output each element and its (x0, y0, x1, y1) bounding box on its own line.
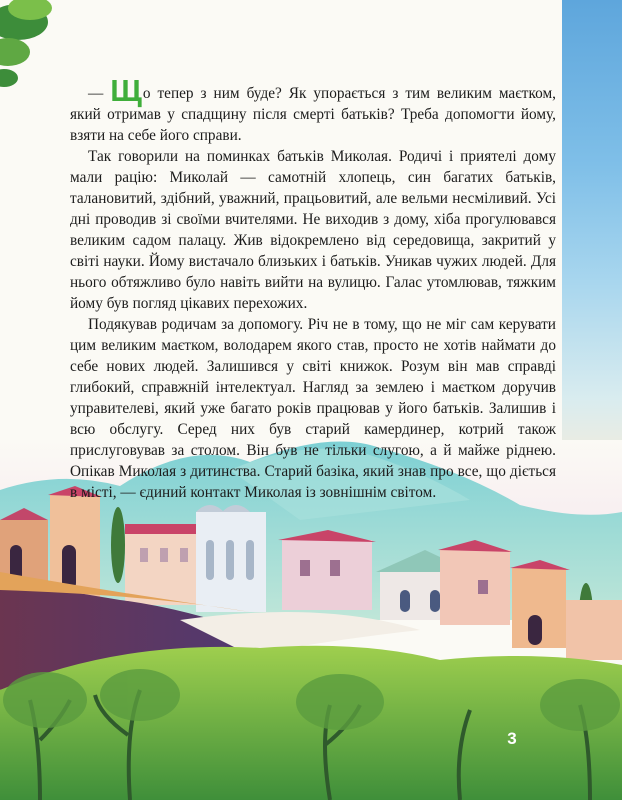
page-number: 3 (507, 729, 517, 748)
paragraph-1-text: о тепер з ним буде? Як упорається з тим великим маєтком, який отримав у спадщину після смерті батьків? Треба допомогти йому, взяти на себе його справи. (70, 85, 556, 144)
story-text (70, 73, 556, 503)
paragraph-1 (70, 73, 556, 146)
dropcap-letter: Щ (110, 73, 142, 108)
paragraph-2: Так говорили на поминках батьків Миколая. Родичі і приятелі дому мали рацію: Миколай — самотній хлопець, син багатих батьків, талановитий, здібний, уважний, працьовитий, але вельми несміливий. Усі дні проводив зі своїми вчителями. Не виходив з дому, хіба прогулювався великим садом палацу. Жив відокремлено від середовища, закритий у світі науки. Йому вистачало близьких і батьків. Уникав чужих людей. Для нього обтяжливо було навіть вийти на вулицю. Галас утомлював, тяжким йому був погляд цікавих перехожих. (70, 148, 556, 312)
paragraph-3: Подякував родичам за допомогу. Річ не в тому, що не міг сам керувати цим великим маєтком, володарем якого став, просто не хотів наймати до себе нових людей. Залишився у світі книжок. Розум він мав справді глибокий, справжній інтелектуал. Нагляд за землею і маєтком доручив управителеві, який уже багато років працював у його батьків. Залишив і всю обслугу. Серед них був старий камердинер, котрий також прислуговував за столом. Він був не тільки слугою, а й майже ріднею. Опікав Миколая з дитинства. Старий базіка, який знав про все, що діється в місті, — єдиний контакт Миколая із зовнішнім світом. (70, 316, 556, 501)
dialogue-dash: — (88, 85, 111, 102)
corner-tree-leaves (0, 0, 52, 87)
